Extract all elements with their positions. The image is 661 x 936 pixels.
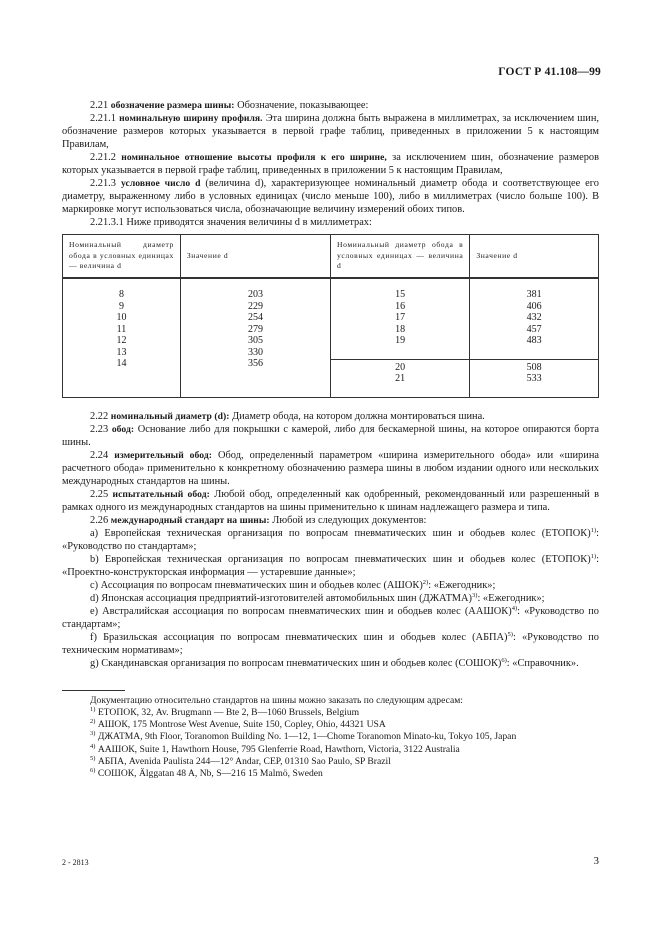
table-cell: 406 — [526, 300, 542, 312]
right-values-subgroup — [470, 359, 598, 385]
paragraph-2-21-3 — [62, 177, 599, 216]
list-item-a — [62, 527, 599, 553]
list-item-b — [62, 553, 599, 579]
paragraph-2-26 — [62, 514, 599, 527]
table-cell: 432 — [526, 312, 542, 323]
footnote-mark: 3) — [90, 730, 96, 738]
table-cell: 18 — [395, 323, 406, 335]
clause-number: 2.21 — [90, 100, 109, 111]
footnote-ref: 1) — [590, 552, 597, 560]
footnote-mark: 6) — [90, 767, 96, 775]
right-codes-subgroup — [331, 359, 469, 385]
table-cell: 254 — [247, 312, 263, 323]
table-row — [63, 278, 599, 397]
table-cell: 305 — [247, 335, 263, 346]
footnote-text: СОШОК, Älggatan 48 A, Nb, S—216 15 Malmö, Sweden — [95, 768, 323, 780]
footnote-mark: 1) — [90, 705, 96, 713]
footnote-divider — [62, 690, 125, 691]
footnote-text: ЕТОПОК, 32, Av. Brugmann — Bte 2, B—1060 Brussels, Belgium — [95, 706, 360, 718]
list-item-title: : «Руководство по техническим нормативам»; — [62, 631, 599, 656]
footnote-ref: 1) — [590, 526, 597, 534]
col-header-value-left: Значение d — [180, 235, 330, 279]
clause-term: измерительный обод: — [114, 449, 212, 461]
list-item-d — [62, 592, 599, 605]
footnotes — [62, 695, 599, 781]
table-cell: 16 — [395, 300, 406, 312]
clause-text: за исключением шин, обозначение размеров которых указывается в первой графе таблиц, приведенных в приложении 5 к настоящим Правилам, — [62, 152, 599, 176]
table-cell: 483 — [526, 335, 542, 346]
paragraph-2-24 — [62, 449, 599, 488]
table-cell: 203 — [247, 289, 263, 300]
table-cell: 12 — [116, 335, 127, 346]
footnote-item — [90, 756, 599, 768]
list-item-g — [62, 657, 599, 670]
print-order-code: 2 - 2813 — [62, 858, 89, 867]
col-header-code-left: Номинальный диаметр обода в условных единицах — величина d — [63, 235, 181, 279]
footnote-text: АБПА, Avenida Paulista 244—12° Andar, CEP, 01310 Sao Paulo, SP Brazil — [95, 755, 391, 767]
footnote-text: АШОК, 175 Montrose West Avenue, Suite 150, Copley, Ohio, 44321 USA — [95, 719, 386, 731]
table-cell: 10 — [116, 312, 127, 323]
right-values-cell — [470, 278, 599, 397]
clause-text: Обод, определенный параметром «ширина измерительного обода» или «ширина расчетного обода» применительно к конкретному обозначению размера шины в любом издании одного или нескольких международных стандартов на шины. — [62, 449, 599, 487]
clause-term: испытательный обод: — [112, 488, 210, 500]
clause-number: 2.21.3 — [90, 178, 116, 189]
footnote-item — [90, 719, 599, 731]
table-cell: 9 — [118, 300, 124, 312]
clause-term: обозначение размера шины: — [110, 100, 235, 111]
table-cell: 14 — [116, 358, 127, 369]
table-cell: 8 — [118, 289, 124, 300]
list-item-e — [62, 605, 599, 631]
clause-term: номинальную ширину профиля. — [119, 113, 263, 124]
list-item-title: : «Руководство по стандартам»; — [62, 605, 599, 630]
paragraph-2-25 — [62, 488, 599, 514]
footnote-mark: 5) — [90, 754, 96, 762]
list-item-text: a) Европейская техническая организация по вопросам пневматических шин и ободьев колес (ЕТОПОК) — [90, 527, 591, 539]
footnote-item — [90, 707, 599, 719]
right-codes-cell — [330, 278, 469, 397]
clause-number: 2.21.2 — [90, 152, 116, 163]
table-cell: 11 — [116, 323, 127, 335]
list-item-text: b) Европейская техническая организация по вопросам пневматических шин и ободьев колес (ЕТОПОК) — [90, 553, 591, 565]
clause-number: 2.23 — [90, 423, 109, 435]
list-item-title: : «Ежегодник»; — [428, 579, 496, 591]
footnote-item — [90, 744, 599, 756]
footnote-item — [90, 731, 599, 743]
table-cell: 533 — [526, 373, 542, 384]
table-cell: 457 — [526, 323, 542, 335]
paragraph-2-21-2 — [62, 151, 599, 177]
list-item-c — [62, 579, 599, 592]
clause-text: (величина d), характеризующее номинальный диаметр обода и соответствующее его диаметру, выраженному либо в условных единицах (число меньше 100), либо в миллиметрах (число больше 100). В маркировке могут использоваться числа, обозначающие величину измерений обоих типов. — [62, 178, 599, 215]
list-item-text: g) Скандинавская организация по вопросам пневматических шин и ободьев колес (СОШОК) — [90, 657, 502, 669]
footnote-mark: 4) — [90, 742, 96, 750]
left-values-cell — [180, 278, 330, 397]
table-cell: 20 — [395, 361, 406, 373]
table-header-row — [63, 235, 599, 279]
footnote-ref: 2) — [422, 578, 429, 586]
clause-text: Эта ширина должна быть выражена в миллиметрах, за исключением шин, обозначение размеров которых указывается в первой графе таблиц, приведенных в приложении 5 к настоящим Правилам, — [62, 113, 599, 150]
col-header-value-right: Значение d — [470, 235, 599, 279]
footnote-ref: 3) — [472, 591, 478, 599]
document-header: ГОСТ Р 41.108—99 — [498, 66, 601, 78]
table-cell: 15 — [395, 289, 406, 300]
clause-text: Диаметр обода, на котором должна монтироваться шина. — [229, 410, 485, 422]
footnote-item — [90, 768, 599, 780]
table-cell: 508 — [526, 361, 542, 373]
table-cell: 13 — [116, 346, 127, 358]
paragraph-2-23 — [62, 423, 599, 449]
rim-diameter-table — [62, 234, 599, 398]
list-item-text: e) Австралийская ассоциация по вопросам пневматических шин и ободьев колес (ААШОК) — [90, 605, 512, 617]
clause-number: 2.22 — [90, 410, 109, 422]
table-cell: 356 — [247, 358, 263, 369]
footnote-text: ДЖАТМА, 9th Floor, Toranomon Building No. 1—12, 1—Chome Toranomon Minato-ku, Tokyo 105, Japan — [95, 731, 517, 743]
footnote-text: ААШОК, Suite 1, Hawthorn House, 795 Glenferrie Road, Hawthorn, Victoria, 3122 Australia — [95, 743, 460, 755]
table-cell: 381 — [526, 289, 542, 300]
footnote-ref: 5) — [507, 630, 513, 638]
clause-text: Обозначение, показывающее: — [234, 100, 369, 111]
clause-term: номинальное отношение высоты профиля к его ширине, — [121, 152, 387, 163]
table-cell: 229 — [247, 300, 263, 312]
list-item-text: c) Ассоциация по вопросам пневматических шин и ободьев колес (АШОК) — [90, 579, 423, 591]
table-cell: 279 — [247, 323, 263, 335]
clause-text: Основание либо для покрышки с камерой, либо для бескамерной шины, на которое опираются борта шины. — [62, 423, 599, 448]
footnote-ref: 4) — [511, 604, 518, 612]
clause-number: 2.24 — [90, 449, 109, 461]
paragraph-2-21-1 — [62, 112, 599, 151]
list-item-title: : «Справочник». — [506, 657, 579, 669]
clause-text: Любой из следующих документов: — [269, 514, 427, 526]
clause-number: 2.21.1 — [90, 113, 116, 124]
paragraph-2-21 — [62, 99, 599, 112]
list-item-title: : «Ежегодник»; — [477, 592, 545, 604]
paragraph-2-21-3-1: 2.21.3.1 Ниже приводятся значения величины d в миллиметрах: — [90, 217, 372, 228]
document-body — [62, 99, 599, 781]
col-header-code-right: Номинальный диаметр обода в условных единицах — величина d — [330, 235, 469, 279]
table-cell: 19 — [395, 335, 406, 346]
clause-text: Любой обод, определенный как одобренный, рекомендованный или разрешенный в рамках одного из международных стандартов на шины применительно к шинам надлежащего размера и типа. — [62, 488, 599, 513]
footnotes-intro: Документацию относительно стандартов на шины можно заказать по следующим адресам: — [90, 694, 463, 706]
list-item-title: : «Проектно-конструкторская информация — устаревшие данные»; — [62, 553, 599, 578]
list-item-text: d) Японская ассоциация предприятий-изготовителей автомобильных шин (ДЖАТМА) — [90, 592, 473, 604]
table-cell: 330 — [247, 346, 263, 358]
clause-term: условное число d — [120, 178, 201, 189]
list-item-title: : «Руководство по стандартам»; — [62, 527, 599, 552]
clause-number: 2.26 — [90, 514, 109, 526]
footnote-mark: 2) — [90, 718, 96, 726]
footnote-ref: 6) — [501, 656, 507, 664]
clause-term: номинальный диаметр (d): — [110, 410, 230, 422]
paragraph-2-22 — [62, 410, 599, 423]
table-cell: 21 — [395, 373, 406, 384]
clause-number: 2.25 — [90, 488, 109, 500]
left-codes-cell — [63, 278, 181, 397]
page-number: 3 — [593, 855, 599, 867]
clause-term: международный стандарт на шины: — [110, 514, 270, 526]
clause-term: обод: — [111, 423, 135, 435]
list-item-f — [62, 631, 599, 657]
list-item-text: f) Бразильская ассоциация по вопросам пневматических шин и ободьев колес (АБПА) — [90, 631, 508, 643]
table-cell: 17 — [395, 312, 406, 323]
